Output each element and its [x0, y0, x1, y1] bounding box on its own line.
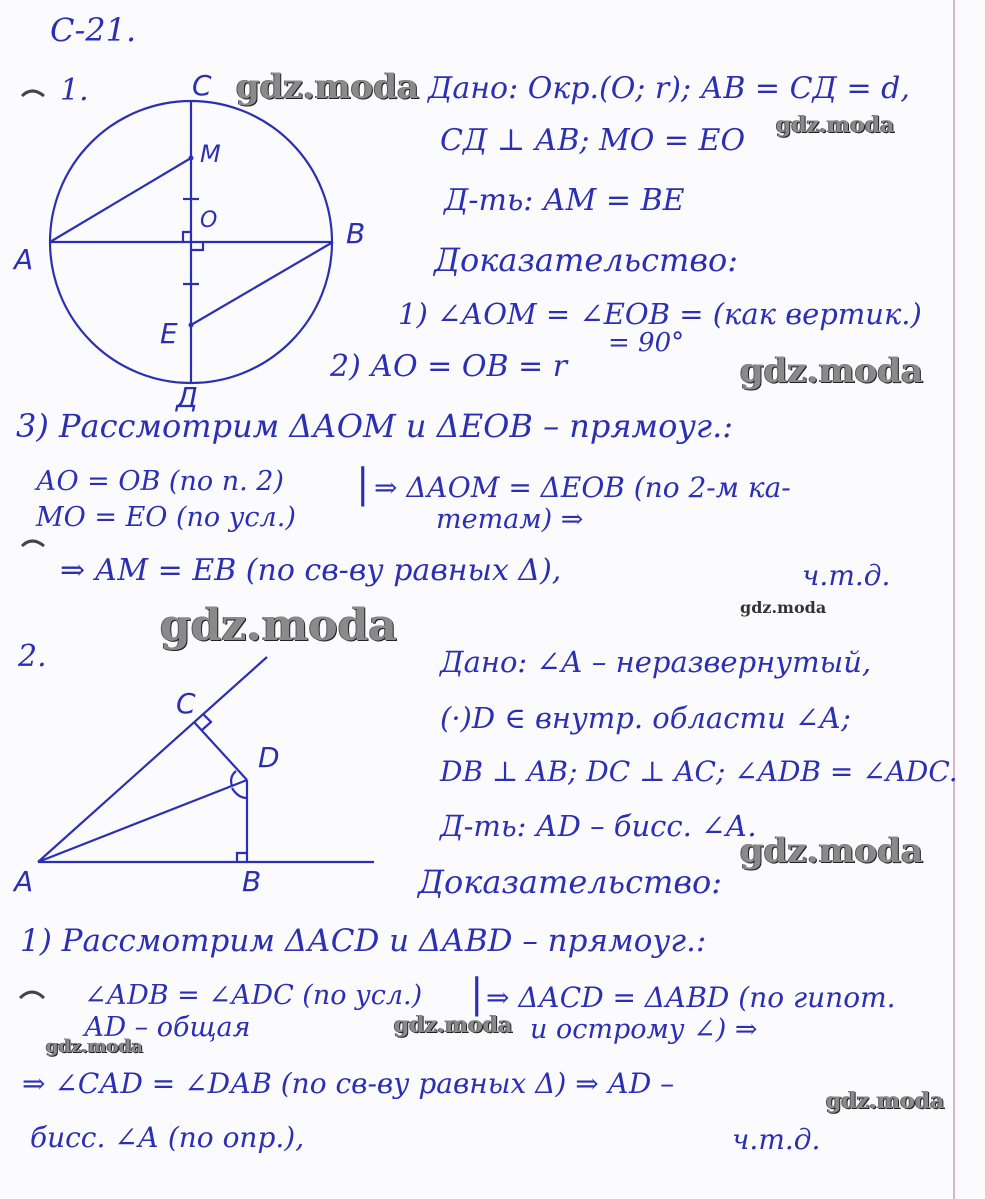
right-angle-mark-c [202, 714, 211, 730]
task-1-given-2: СД ⊥ АВ; МО = ЕО [440, 123, 746, 158]
ray-ac [38, 657, 267, 862]
point-e-label: Е [160, 317, 178, 350]
task-2-step-1d: и острому ∠) ⇒ [530, 1014, 758, 1045]
point-o-label: О [200, 208, 218, 233]
task-2-given-3: DB ⊥ AB; DC ⊥ AC; ∠ADB = ∠ADC. [440, 755, 958, 788]
watermark: gdz.moda [46, 1036, 143, 1057]
point-d-label: Д [176, 381, 198, 414]
margin-mark-2 [22, 541, 44, 546]
task-2-step-1a: ∠АDВ = ∠АDС (по усл.) [84, 980, 423, 1011]
task-2-step-1: 1) Рассмотрим ΔАСD и ΔАВD – прямоуг.: [20, 923, 707, 959]
point-b-label: B [346, 217, 366, 250]
task-1-given: Дано: Окр.(О; r); АВ = СД = d, [428, 71, 910, 106]
point-b2-label: B [242, 865, 262, 898]
segment-be [191, 242, 333, 325]
task-2-step-1c: ⇒ ΔАСD = ΔАВD (по гипот. [486, 981, 896, 1014]
task-1-brace: | [356, 461, 370, 507]
task-2-prove: Д-ть: АD – бисс. ∠А. [440, 809, 757, 843]
task-2-proof-title: Доказательство: [418, 863, 723, 901]
point-a-label: А [14, 243, 34, 276]
task-1-step-3c: ⇒ ΔАОМ = ΔЕОВ (по 2-м ка- [374, 471, 791, 504]
task-1-step-2: 2) АО = ОВ = r [330, 349, 568, 384]
task-1-number: 1. [60, 73, 89, 108]
angle-arc-d [232, 788, 247, 798]
margin-mark-3 [20, 992, 44, 998]
task-2-given-2: (·)D ∈ внутр. области ∠А; [440, 701, 851, 735]
point-c2-label: C [176, 687, 196, 720]
segment-dc [194, 722, 247, 780]
task-1-step-3: 3) Рассмотрим ΔАОМ и ΔЕОВ – прямоуг.: [16, 407, 734, 445]
watermark: gdz.moda [740, 598, 827, 617]
page-label: С-21. [50, 11, 137, 49]
right-angle-mark-b [237, 853, 247, 862]
task-2-step-2b: бисс. ∠А (по опр.), [30, 1121, 305, 1154]
watermark: gdz.moda [826, 1088, 945, 1114]
task-2-step-2: ⇒ ∠САD = ∠DАВ (по св-ву равных Δ) ⇒ АD – [22, 1067, 675, 1100]
right-angle-mark-o [183, 232, 191, 242]
task-1-proof-title: Доказательство: [434, 241, 739, 279]
margin-mark-1 [22, 91, 44, 96]
right-angle-mark-o2 [191, 242, 203, 250]
point-m-label: М [200, 140, 221, 168]
task-2-number: 2. [18, 639, 47, 674]
watermark: gdz.moda [740, 831, 924, 871]
task-1-conclusion: ⇒ АМ = ЕВ (по св-ву равных Δ), [60, 553, 562, 588]
watermark: gdz.moda [394, 1012, 513, 1038]
point-d2-label: D [258, 741, 280, 774]
task-1-step-1b: = 90° [608, 328, 685, 358]
task-1-step-1: 1) ∠АОМ = ∠ЕОВ = (как вертик.) [398, 297, 922, 331]
segment-ad [38, 780, 247, 862]
task-2-qed: ч.т.д. [732, 1123, 821, 1156]
watermark: gdz.moda [236, 67, 420, 107]
point-c-label: C [192, 69, 212, 102]
task-2-brace: | [470, 971, 484, 1017]
point-a2-label: А [14, 865, 34, 898]
task-1-prove: Д-ть: АМ = ВЕ [444, 183, 685, 218]
watermark: gdz.moda [740, 351, 924, 391]
task-1-step-3b: МО = ЕО (по усл.) [36, 502, 296, 533]
task-1-step-3d: тетам) ⇒ [436, 504, 584, 535]
task-2-given: Дано: ∠А – неразвернутый, [440, 645, 872, 679]
watermark: gdz.moda [776, 112, 895, 138]
task-2-step-1b: АD – общая [84, 1012, 251, 1043]
segment-am [50, 158, 191, 242]
task-1-step-3a: АО = ОВ (по п. 2) [36, 466, 284, 497]
task-1-qed: ч.т.д. [802, 559, 891, 592]
watermark: gdz.moda [160, 600, 398, 651]
